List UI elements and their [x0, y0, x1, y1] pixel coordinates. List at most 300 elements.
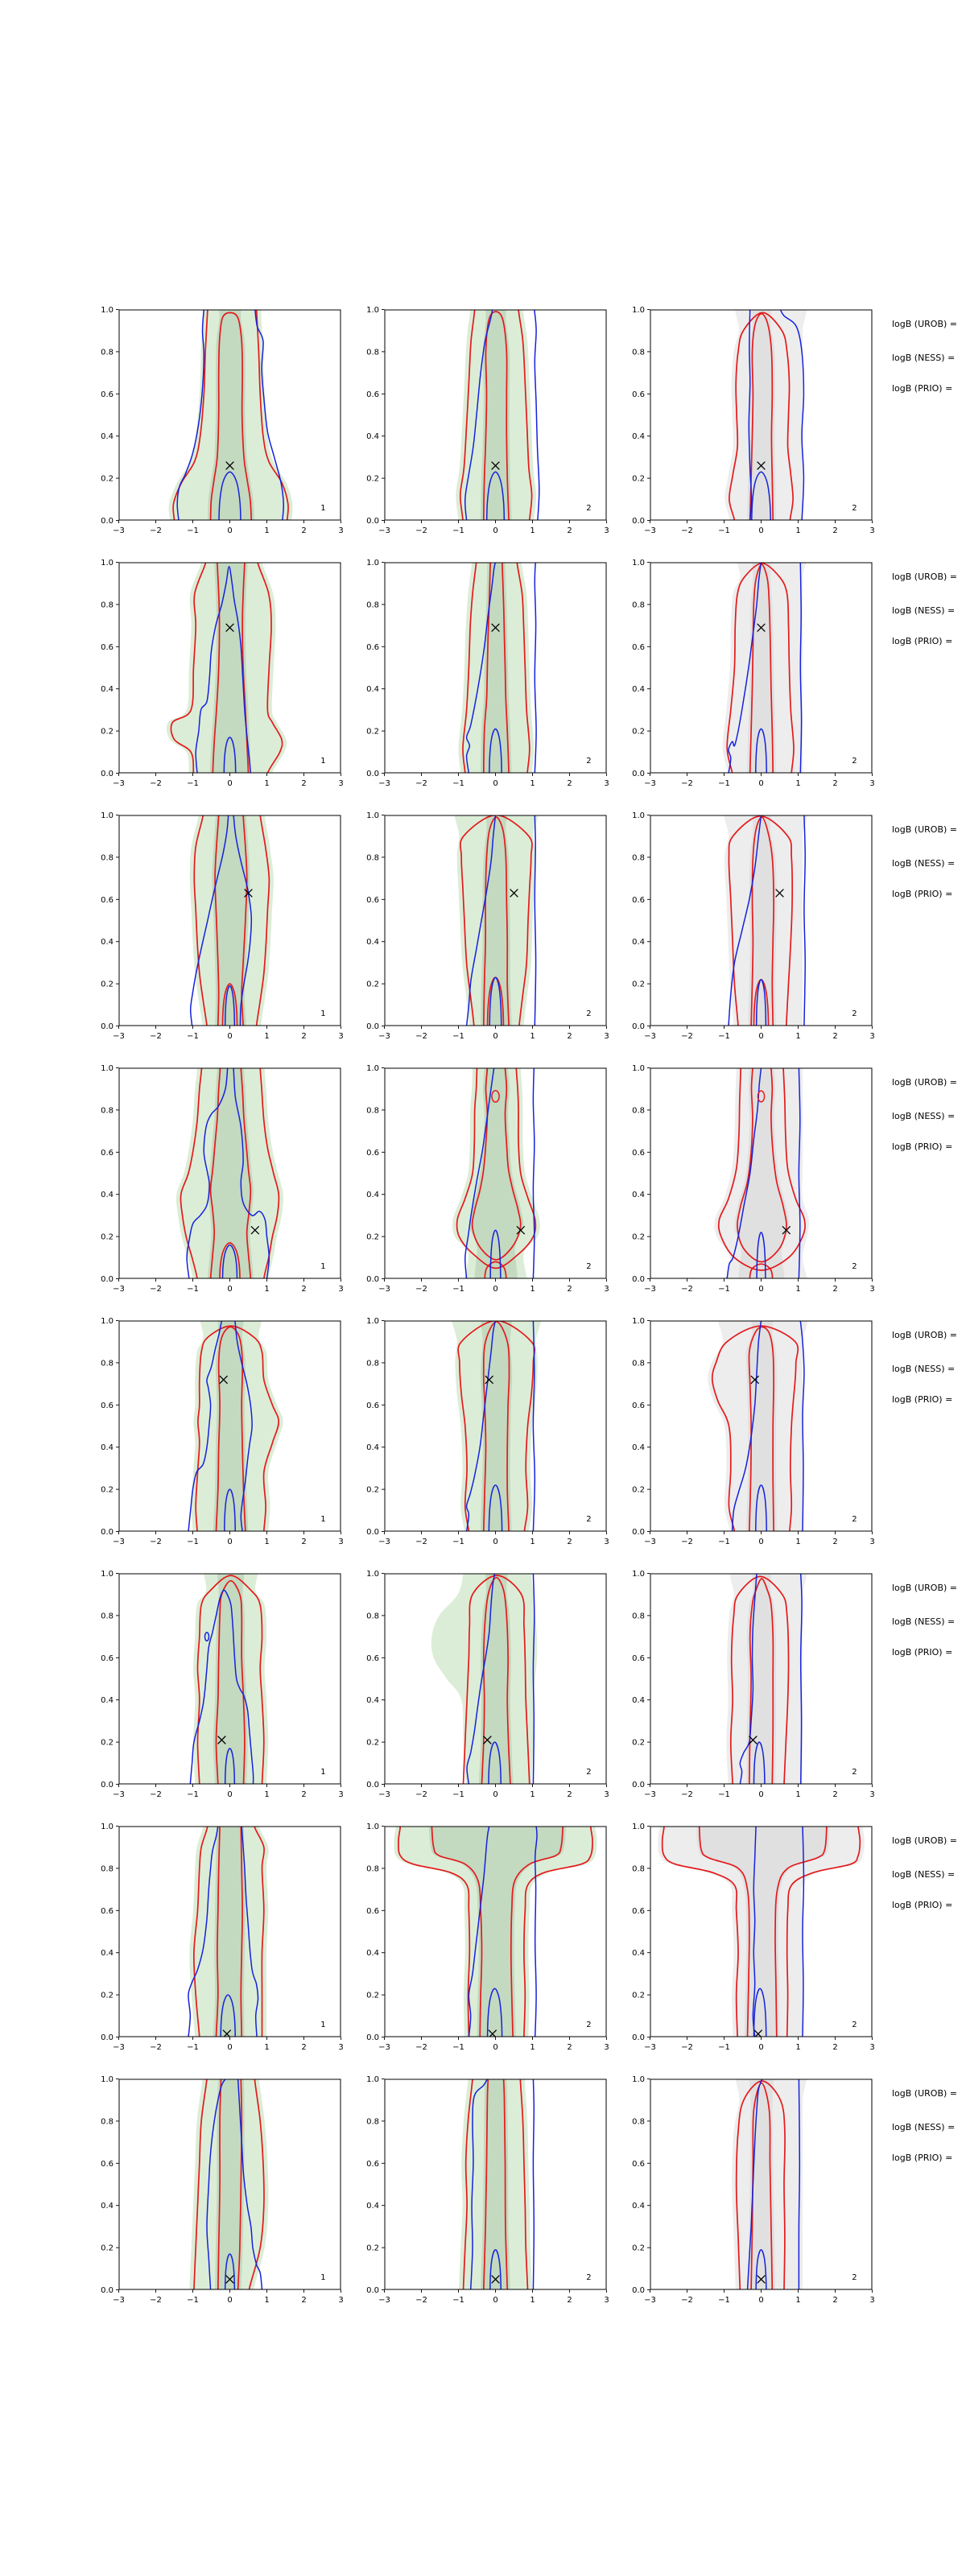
x-tick-label: −2	[150, 779, 162, 788]
x-tick-label: −2	[415, 526, 427, 535]
y-tick-label: 0.8	[101, 1106, 114, 1116]
y-tick-label: 0.8	[101, 1359, 114, 1368]
x-tick-label: 2	[301, 1538, 307, 1546]
x-tick-label: −1	[718, 526, 730, 535]
y-tick-label: 0.0	[366, 517, 379, 526]
y-tick-label: 0.0	[632, 1022, 645, 1031]
x-tick-label: 1	[264, 1790, 270, 1799]
x-tick-label: 3	[869, 2296, 875, 2305]
contour-layer	[431, 1554, 538, 1801]
panel-corner-label: 1	[320, 1767, 326, 1777]
contour-layer	[645, 1810, 877, 2054]
x-tick-label: −1	[187, 1538, 199, 1546]
x-tick-label: 1	[530, 1538, 535, 1546]
logB-label-prio: logB (PRIO) =	[892, 1141, 953, 1152]
x-tick-label: −1	[718, 2043, 730, 2052]
y-tick-label: 0.2	[101, 980, 114, 989]
y-tick-label: 0.6	[632, 642, 645, 652]
x-tick-label: 1	[795, 1790, 801, 1799]
logB-label-ness: logB (NESS) =	[892, 605, 956, 616]
y-tick-label: 0.6	[632, 2159, 645, 2169]
contour-layer	[382, 1810, 610, 2054]
y-tick-label: 1.0	[366, 559, 379, 568]
x-tick-label: 3	[869, 2043, 875, 2052]
y-tick-label: 0.4	[101, 1696, 114, 1706]
y-tick-label: 0.8	[101, 853, 114, 863]
y-tick-label: 0.0	[366, 2286, 379, 2295]
x-tick-label: −3	[644, 2043, 656, 2052]
y-tick-label: 0.2	[632, 2244, 645, 2253]
x-tick-label: 2	[832, 779, 838, 788]
x-tick-label: −1	[187, 2043, 199, 2052]
x-tick-label: 1	[530, 526, 535, 535]
x-tick-label: −1	[452, 526, 464, 535]
panel-corner-label: 2	[852, 756, 857, 766]
panel-corner-label: 2	[586, 1767, 592, 1777]
logB-label-urob: logB (UROB) =	[892, 1077, 958, 1088]
contour-layer	[724, 291, 807, 538]
x-tick-label: 0	[758, 1538, 764, 1546]
y-tick-label: 0.4	[366, 1949, 379, 1959]
x-tick-label: −1	[718, 2296, 730, 2305]
x-tick-label: 2	[567, 2296, 572, 2305]
x-tick-label: 1	[530, 1032, 535, 1041]
y-tick-label: 0.6	[632, 390, 645, 399]
logB-label-ness: logB (NESS) =	[892, 2122, 956, 2132]
y-tick-label: 0.4	[632, 432, 645, 442]
x-tick-label: 3	[338, 1538, 344, 1546]
logB-label-prio: logB (PRIO) =	[892, 383, 953, 394]
contour-layer	[451, 1302, 541, 1549]
x-tick-label: 3	[338, 2043, 344, 2052]
logB-label-ness: logB (NESS) =	[892, 858, 956, 869]
x-tick-label: 1	[795, 2296, 801, 2305]
subplot-r8c1	[85, 2072, 352, 2314]
blue-contour	[535, 563, 536, 774]
contour-layer	[184, 2062, 268, 2306]
x-tick-label: −1	[452, 2296, 464, 2305]
panel-corner-label: 2	[586, 1009, 592, 1018]
subplot-r7c1	[85, 1819, 352, 2061]
x-tick-label: 2	[567, 526, 572, 535]
x-tick-label: 3	[338, 1032, 344, 1041]
panel-corner-label: 2	[852, 2273, 857, 2282]
panel-corner-label: 2	[852, 503, 857, 513]
x-tick-label: 2	[832, 1285, 838, 1294]
x-tick-label: 3	[338, 1790, 344, 1799]
x-tick-label: 1	[264, 1032, 270, 1041]
x-tick-label: −2	[415, 2296, 427, 2305]
y-tick-label: 0.0	[101, 517, 114, 526]
x-tick-label: 0	[758, 2296, 764, 2305]
x-tick-label: 2	[567, 779, 572, 788]
subplot-r8c2	[350, 2072, 617, 2314]
x-tick-label: −3	[378, 1032, 390, 1041]
x-tick-label: 2	[301, 1790, 307, 1799]
x-tick-label: −1	[718, 1285, 730, 1294]
y-tick-label: 0.0	[366, 1022, 379, 1031]
x-tick-label: 1	[264, 1538, 270, 1546]
x-tick-label: 0	[758, 526, 764, 535]
contour-layer	[714, 1051, 809, 1299]
x-tick-label: 0	[227, 2296, 233, 2305]
y-tick-label: 0.8	[632, 853, 645, 863]
y-tick-label: 0.4	[101, 1949, 114, 1959]
y-tick-label: 0.0	[366, 1528, 379, 1537]
subplot-r4c3	[616, 1061, 883, 1302]
y-tick-label: 1.0	[101, 811, 114, 820]
x-tick-label: −1	[187, 526, 199, 535]
y-tick-label: 0.2	[632, 1232, 645, 1242]
panel-corner-label: 2	[852, 2020, 857, 2029]
panel-corner-label: 2	[852, 1009, 857, 1018]
x-tick-label: 0	[758, 1285, 764, 1294]
panel-corner-label: 2	[586, 2020, 592, 2029]
x-tick-label: 2	[301, 1032, 307, 1041]
subplot-r6c1	[85, 1567, 352, 1808]
subplot-r7c3	[616, 1819, 883, 2061]
x-tick-label: 2	[301, 2296, 307, 2305]
subplot-r1c1	[85, 303, 352, 544]
x-tick-label: −2	[415, 779, 427, 788]
x-tick-label: −2	[150, 1538, 162, 1546]
x-tick-label: −3	[113, 1285, 125, 1294]
x-tick-label: −2	[681, 1285, 693, 1294]
x-tick-label: −2	[681, 2043, 693, 2052]
panel-corner-label: 2	[586, 503, 592, 513]
y-tick-label: 1.0	[632, 559, 645, 568]
y-tick-label: 0.2	[632, 727, 645, 737]
x-tick-label: 2	[832, 2043, 838, 2052]
y-tick-label: 0.8	[632, 1359, 645, 1368]
subplot-r6c3	[616, 1567, 883, 1808]
x-tick-label: 2	[301, 1285, 307, 1294]
y-tick-label: 0.8	[366, 2117, 379, 2127]
logB-label-urob: logB (UROB) =	[892, 2088, 958, 2099]
subplot-r4c2	[350, 1061, 617, 1302]
y-tick-label: 0.2	[101, 1991, 114, 2000]
y-tick-label: 0.8	[366, 601, 379, 610]
y-tick-label: 1.0	[632, 1064, 645, 1073]
x-tick-label: 1	[264, 1285, 270, 1294]
y-tick-label: 0.2	[101, 1232, 114, 1242]
y-tick-label: 0.0	[101, 2286, 114, 2295]
subplot-r4c1	[85, 1061, 352, 1302]
y-tick-label: 1.0	[632, 1823, 645, 1831]
x-tick-label: −3	[113, 2296, 125, 2305]
y-tick-label: 0.4	[366, 1443, 379, 1453]
x-tick-label: −1	[452, 1790, 464, 1799]
x-tick-label: 0	[227, 1285, 233, 1294]
y-tick-label: 0.0	[632, 517, 645, 526]
contour-layer	[453, 291, 540, 537]
y-tick-label: 0.2	[366, 1485, 379, 1495]
y-tick-label: 0.0	[366, 1781, 379, 1790]
x-tick-label: −2	[415, 2043, 427, 2052]
logB-label-prio: logB (PRIO) =	[892, 889, 953, 899]
x-tick-label: 1	[795, 1032, 801, 1041]
x-tick-label: 0	[227, 1538, 233, 1546]
y-tick-label: 0.2	[101, 1738, 114, 1748]
y-tick-label: 0.4	[366, 685, 379, 695]
logB-label-urob: logB (UROB) =	[892, 1835, 958, 1846]
x-tick-label: −1	[718, 1032, 730, 1041]
x-tick-label: 2	[832, 526, 838, 535]
y-tick-label: 0.0	[101, 1781, 114, 1790]
x-tick-label: 1	[264, 2296, 270, 2305]
subplot-r2c2	[350, 555, 617, 797]
x-tick-label: 1	[530, 1790, 535, 1799]
y-tick-label: 0.2	[101, 2244, 114, 2253]
x-tick-label: −2	[415, 1790, 427, 1799]
x-tick-label: −2	[415, 1285, 427, 1294]
x-tick-label: 0	[758, 1790, 764, 1799]
panel-corner-label: 2	[586, 1514, 592, 1524]
x-tick-label: −1	[187, 1285, 199, 1294]
y-tick-label: 1.0	[101, 1823, 114, 1831]
x-tick-label: −2	[681, 526, 693, 535]
x-tick-label: −1	[452, 2043, 464, 2052]
y-tick-label: 0.4	[632, 1443, 645, 1453]
x-tick-label: −2	[681, 1032, 693, 1041]
y-tick-label: 1.0	[366, 1823, 379, 1831]
y-tick-label: 0.6	[632, 895, 645, 905]
y-tick-label: 0.8	[632, 601, 645, 610]
y-tick-label: 0.8	[101, 601, 114, 610]
y-tick-label: 0.8	[366, 1106, 379, 1116]
y-tick-label: 1.0	[101, 306, 114, 315]
x-tick-label: 1	[530, 779, 535, 788]
y-tick-label: 0.6	[101, 390, 114, 399]
y-tick-label: 0.8	[366, 853, 379, 863]
x-tick-label: −2	[415, 1032, 427, 1041]
contour-layer	[453, 2062, 538, 2306]
y-tick-label: 0.8	[632, 1864, 645, 1874]
x-tick-label: 0	[227, 2043, 233, 2052]
y-tick-label: 0.6	[366, 1906, 379, 1916]
x-tick-label: −3	[644, 1032, 656, 1041]
y-tick-label: 0.4	[366, 938, 379, 947]
logB-label-urob: logB (UROB) =	[892, 572, 958, 582]
x-tick-label: 3	[869, 1538, 875, 1546]
x-tick-label: 2	[832, 1032, 838, 1041]
x-tick-label: −3	[378, 2296, 390, 2305]
x-tick-label: −1	[187, 1790, 199, 1799]
y-tick-label: 0.4	[101, 1191, 114, 1200]
contour-layer	[454, 796, 539, 1043]
blue-contour	[804, 815, 805, 1026]
x-tick-label: −3	[644, 1285, 656, 1294]
y-tick-label: 0.4	[632, 938, 645, 947]
y-tick-label: 0.0	[366, 1275, 379, 1284]
x-tick-label: 2	[567, 1538, 572, 1546]
x-tick-label: −3	[378, 2043, 390, 2052]
y-tick-label: 0.0	[101, 770, 114, 778]
y-tick-label: 1.0	[632, 2075, 645, 2084]
logB-label-prio: logB (PRIO) =	[892, 1394, 953, 1405]
x-tick-label: −1	[187, 2296, 199, 2305]
contour-layer	[723, 796, 807, 1043]
y-tick-label: 0.8	[632, 348, 645, 357]
y-tick-label: 0.6	[366, 1401, 379, 1410]
y-tick-label: 1.0	[101, 559, 114, 568]
x-tick-label: 3	[338, 1285, 344, 1294]
x-tick-label: −3	[113, 779, 125, 788]
y-tick-label: 0.8	[366, 348, 379, 357]
contour-layer	[452, 1051, 540, 1299]
panel-corner-label: 2	[852, 1261, 857, 1271]
x-tick-label: −1	[718, 1790, 730, 1799]
logB-label-urob: logB (UROB) =	[892, 319, 958, 329]
y-tick-label: 0.0	[101, 1022, 114, 1031]
logB-label-urob: logB (UROB) =	[892, 1583, 958, 1593]
x-tick-label: −2	[150, 1285, 162, 1294]
logB-label-prio: logB (PRIO) =	[892, 1900, 953, 1910]
x-tick-label: 0	[493, 1032, 498, 1041]
x-tick-label: 3	[604, 1790, 609, 1799]
y-tick-label: 1.0	[632, 1570, 645, 1579]
y-tick-label: 0.4	[366, 2202, 379, 2211]
panel-corner-label: 1	[320, 2020, 326, 2029]
subplot-r7c2	[350, 1819, 617, 2061]
x-tick-label: 1	[795, 2043, 801, 2052]
y-tick-label: 0.6	[366, 2159, 379, 2169]
contour-layer	[188, 1810, 272, 2054]
y-tick-label: 0.6	[101, 2159, 114, 2169]
y-tick-label: 0.4	[101, 685, 114, 695]
y-tick-label: 0.6	[101, 1401, 114, 1410]
blue-contour	[533, 1068, 534, 1279]
x-tick-label: 2	[832, 1538, 838, 1546]
panel-corner-label: 1	[320, 1514, 326, 1524]
y-tick-label: 0.8	[632, 1612, 645, 1621]
y-tick-label: 1.0	[632, 811, 645, 820]
y-tick-label: 0.2	[366, 474, 379, 484]
x-tick-label: 2	[832, 1790, 838, 1799]
x-tick-label: −1	[718, 1538, 730, 1546]
fill-region-inner	[746, 2058, 778, 2306]
x-tick-label: −1	[452, 779, 464, 788]
logB-label-ness: logB (NESS) =	[892, 353, 956, 363]
y-tick-label: 1.0	[366, 306, 379, 315]
panel-corner-label: 2	[586, 2273, 592, 2282]
y-tick-label: 0.0	[101, 1528, 114, 1537]
x-tick-label: 0	[758, 779, 764, 788]
x-tick-label: −3	[113, 1032, 125, 1041]
panel-corner-label: 2	[852, 1514, 857, 1524]
x-tick-label: 0	[493, 2043, 498, 2052]
x-tick-label: −3	[378, 526, 390, 535]
x-tick-label: 0	[493, 1538, 498, 1546]
y-tick-label: 1.0	[632, 1317, 645, 1326]
x-tick-label: 3	[604, 2296, 609, 2305]
x-tick-label: 1	[530, 2296, 535, 2305]
y-tick-label: 0.8	[366, 1359, 379, 1368]
panel-corner-label: 1	[320, 1009, 326, 1018]
x-tick-label: 0	[493, 1790, 498, 1799]
x-tick-label: −2	[415, 1538, 427, 1546]
x-tick-label: −2	[150, 2296, 162, 2305]
y-tick-label: 0.0	[632, 2033, 645, 2042]
y-tick-label: 0.2	[632, 474, 645, 484]
logB-label-urob: logB (UROB) =	[892, 1330, 958, 1340]
y-tick-label: 0.2	[632, 980, 645, 989]
subplot-r3c1	[85, 808, 352, 1050]
panel-corner-label: 1	[320, 756, 326, 766]
y-tick-label: 0.2	[632, 1991, 645, 2000]
y-tick-label: 0.8	[632, 2117, 645, 2127]
y-tick-label: 0.6	[366, 642, 379, 652]
y-tick-label: 0.6	[632, 1148, 645, 1158]
x-tick-label: 0	[227, 1790, 233, 1799]
x-tick-label: −1	[452, 1538, 464, 1546]
x-tick-label: −2	[150, 1790, 162, 1799]
x-tick-label: −3	[378, 1285, 390, 1294]
x-tick-label: −1	[452, 1285, 464, 1294]
x-tick-label: −2	[681, 779, 693, 788]
x-tick-label: 3	[869, 1285, 875, 1294]
y-tick-label: 1.0	[366, 1570, 379, 1579]
x-tick-label: 2	[301, 2043, 307, 2052]
fill-region-inner	[419, 1810, 576, 2054]
subplot-r3c2	[350, 808, 617, 1050]
subplot-r3c3	[616, 808, 883, 1050]
x-tick-label: −2	[681, 1790, 693, 1799]
x-tick-label: 0	[493, 526, 498, 535]
x-tick-label: 1	[264, 2043, 270, 2052]
x-tick-label: −1	[187, 779, 199, 788]
y-tick-label: 0.4	[101, 1443, 114, 1453]
x-tick-label: −3	[644, 526, 656, 535]
y-tick-label: 0.0	[632, 1528, 645, 1537]
logB-label-prio: logB (PRIO) =	[892, 636, 953, 646]
y-tick-label: 0.0	[632, 770, 645, 778]
x-tick-label: −2	[681, 1538, 693, 1546]
x-tick-label: 1	[795, 1285, 801, 1294]
x-tick-label: 3	[869, 1790, 875, 1799]
y-tick-label: 0.4	[366, 1696, 379, 1706]
y-tick-label: 0.6	[101, 895, 114, 905]
x-tick-label: 3	[604, 526, 609, 535]
contour-layer	[161, 292, 301, 538]
y-tick-label: 0.2	[101, 1485, 114, 1495]
y-tick-label: 0.2	[366, 980, 379, 989]
x-tick-label: 1	[264, 779, 270, 788]
y-tick-label: 0.4	[366, 1191, 379, 1200]
blue-contour	[533, 2079, 534, 2290]
y-tick-label: 0.6	[366, 895, 379, 905]
x-tick-label: 0	[227, 779, 233, 788]
y-tick-label: 0.2	[366, 727, 379, 737]
panel-corner-label: 2	[852, 1767, 857, 1777]
y-tick-label: 0.6	[101, 1148, 114, 1158]
x-tick-label: −2	[681, 2296, 693, 2305]
y-tick-label: 1.0	[101, 1064, 114, 1073]
logB-label-prio: logB (PRIO) =	[892, 2153, 953, 2163]
y-tick-label: 1.0	[366, 811, 379, 820]
x-tick-label: −3	[378, 1538, 390, 1546]
x-tick-label: 3	[338, 2296, 344, 2305]
logB-label-prio: logB (PRIO) =	[892, 1647, 953, 1657]
contour-layer	[731, 2058, 807, 2306]
y-tick-label: 0.6	[101, 1653, 114, 1663]
x-tick-label: 1	[795, 779, 801, 788]
subplot-r1c2	[350, 303, 617, 544]
x-tick-label: −3	[113, 2043, 125, 2052]
subplot-r8c3	[616, 2072, 883, 2314]
panel-corner-label: 1	[320, 503, 326, 513]
y-tick-label: 0.0	[632, 1781, 645, 1790]
